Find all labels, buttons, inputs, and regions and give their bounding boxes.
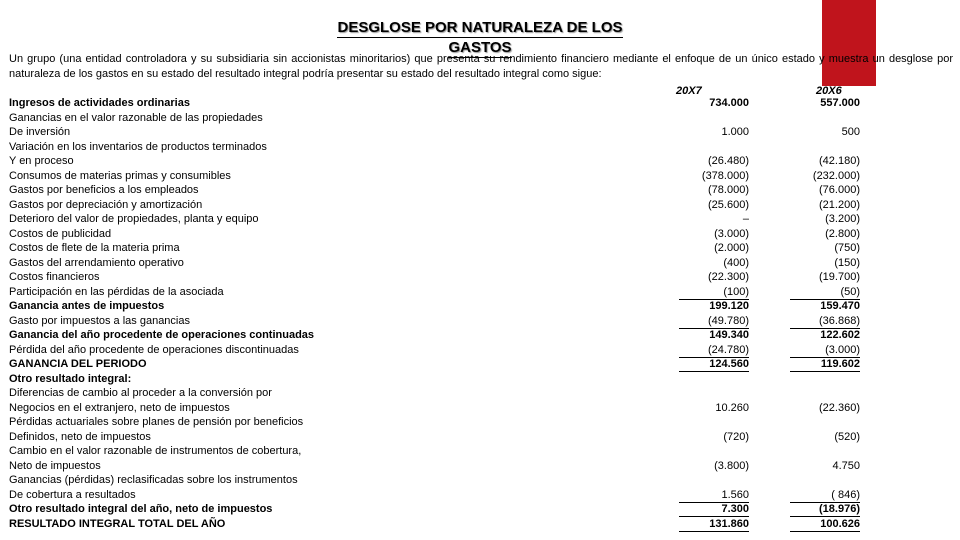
row-label: Costos de publicidad bbox=[9, 227, 112, 240]
table-row bbox=[0, 473, 960, 488]
table-row bbox=[0, 270, 960, 285]
row-label: Deterioro del valor de propiedades, planta y equipo bbox=[9, 213, 259, 225]
row-label: Gastos por depreciación y amortización bbox=[9, 198, 203, 211]
row-label: Cambio en el valor razonable de instrumentos de cobertura, bbox=[9, 445, 302, 457]
table-row bbox=[0, 256, 960, 271]
row-label: Otro resultado integral: bbox=[9, 372, 132, 385]
row-label: Pérdidas actuariales sobre planes de pensión por beneficios bbox=[9, 416, 304, 428]
row-label: Pérdida del año procedente de operaciones discontinuadas bbox=[9, 343, 299, 356]
row-label: Ingresos de actividades ordinarias bbox=[9, 97, 190, 109]
table-row bbox=[0, 343, 960, 358]
table-row bbox=[0, 299, 960, 314]
table-row bbox=[0, 328, 960, 343]
table-row bbox=[0, 140, 960, 155]
table-row bbox=[0, 198, 960, 213]
row-label: De cobertura a resultados bbox=[9, 488, 136, 501]
value-20x7: 734.000 bbox=[709, 97, 749, 109]
row-label: Ganancias (pérdidas) reclasificadas sobre los instrumentos bbox=[9, 474, 298, 486]
row-label: Consumos de materias primas y consumibles bbox=[9, 169, 231, 182]
table-row bbox=[0, 488, 960, 503]
value-20x7: (26.480) bbox=[708, 155, 749, 167]
value-20x7: (49.780) bbox=[679, 314, 749, 329]
row-label: Costos financieros bbox=[9, 271, 100, 283]
table-row bbox=[0, 96, 960, 111]
value-20x7: (720) bbox=[723, 430, 749, 443]
statement-table bbox=[0, 96, 960, 531]
table-row bbox=[0, 241, 960, 256]
value-20x6: 119.602 bbox=[790, 357, 860, 372]
value-20x7: (100) bbox=[679, 285, 749, 300]
row-label: RESULTADO INTEGRAL TOTAL DEL AÑO bbox=[9, 517, 226, 530]
value-20x6: (18.976) bbox=[790, 502, 860, 517]
table-row bbox=[0, 285, 960, 300]
value-20x7: 149.340 bbox=[709, 329, 749, 341]
value-20x7: 1.560 bbox=[679, 488, 749, 503]
table-row bbox=[0, 357, 960, 372]
value-20x6: (50) bbox=[790, 285, 860, 300]
table-row bbox=[0, 125, 960, 140]
row-label: Y en proceso bbox=[9, 155, 74, 167]
value-20x6: ( 846) bbox=[790, 488, 860, 503]
value-20x6: (19.700) bbox=[819, 271, 860, 283]
value-20x6: (150) bbox=[834, 256, 860, 269]
value-20x6: (3.000) bbox=[790, 343, 860, 358]
row-label: Diferencias de cambio al proceder a la conversión por bbox=[9, 387, 272, 399]
intro-paragraph: Un grupo (una entidad controladora y su subsidiaria sin accionistas minoritarios) que presenta su rendimiento financiero mediante el enfoque de un único estado y muestra un desglose por naturaleza de los gastos en su estado del resultado integral podría presentar su estado del resultado integral como sigue: bbox=[9, 53, 953, 80]
value-20x7: (78.000) bbox=[708, 184, 749, 196]
value-20x7: (378.000) bbox=[701, 169, 749, 182]
row-label: De inversión bbox=[9, 126, 71, 138]
page-title: DESGLOSE POR NATURALEZA DE LOS GASTOS bbox=[337, 19, 623, 56]
value-20x7: 7.300 bbox=[679, 502, 749, 517]
table-row bbox=[0, 415, 960, 430]
value-20x6: 557.000 bbox=[820, 97, 860, 109]
row-label: Gastos por beneficios a los empleados bbox=[9, 184, 199, 196]
value-20x7: (400) bbox=[723, 256, 749, 269]
row-label: Gasto por impuestos a las ganancias bbox=[9, 314, 190, 327]
value-20x6: 4.750 bbox=[832, 459, 860, 472]
table-row bbox=[0, 372, 960, 387]
row-label: Costos de flete de la materia prima bbox=[9, 242, 180, 254]
value-20x7: 199.120 bbox=[709, 300, 749, 312]
value-20x6: (2.800) bbox=[825, 227, 860, 240]
value-20x6: (750) bbox=[834, 242, 860, 254]
value-20x6: (76.000) bbox=[819, 184, 860, 196]
value-20x6: (21.200) bbox=[819, 198, 860, 211]
table-row bbox=[0, 517, 960, 532]
column-header-20x7: 20X7 bbox=[676, 85, 702, 97]
value-20x7: 1.000 bbox=[721, 126, 749, 138]
row-label: Otro resultado integral del año, neto de impuestos bbox=[9, 503, 273, 515]
value-20x7: 124.560 bbox=[679, 357, 749, 372]
table-row bbox=[0, 183, 960, 198]
value-20x6: 159.470 bbox=[820, 300, 860, 312]
value-20x6: (42.180) bbox=[819, 155, 860, 167]
table-row bbox=[0, 212, 960, 227]
table-row bbox=[0, 169, 960, 184]
row-label: Participación en las pérdidas de la asociada bbox=[9, 285, 224, 298]
value-20x7: (22.300) bbox=[708, 271, 749, 283]
value-20x7: (3.800) bbox=[714, 459, 749, 472]
value-20x6: 500 bbox=[841, 126, 860, 138]
table-row bbox=[0, 227, 960, 242]
row-label: Ganancia del año procedente de operaciones continuadas bbox=[9, 329, 315, 341]
value-20x7: (2.000) bbox=[714, 242, 749, 254]
value-20x6: (232.000) bbox=[812, 169, 860, 182]
table-row bbox=[0, 386, 960, 401]
value-20x7: – bbox=[742, 213, 749, 225]
row-label: Ganancia antes de impuestos bbox=[9, 300, 165, 312]
value-20x6: 100.626 bbox=[790, 517, 860, 532]
row-label: Ganancias en el valor razonable de las propiedades bbox=[9, 111, 263, 124]
value-20x6: (36.868) bbox=[790, 314, 860, 329]
table-row bbox=[0, 459, 960, 474]
value-20x6: (22.360) bbox=[819, 401, 860, 414]
value-20x6: (3.200) bbox=[825, 213, 860, 225]
column-header-20x6: 20X6 bbox=[816, 85, 842, 97]
table-row bbox=[0, 154, 960, 169]
table-row bbox=[0, 401, 960, 416]
value-20x7: (25.600) bbox=[708, 198, 749, 211]
table-row bbox=[0, 430, 960, 445]
row-label: Neto de impuestos bbox=[9, 459, 101, 472]
table-row bbox=[0, 444, 960, 459]
value-20x7: 131.860 bbox=[679, 517, 749, 532]
row-label: Variación en los inventarios de productos terminados bbox=[9, 140, 267, 153]
row-label: Gastos del arrendamiento operativo bbox=[9, 256, 184, 269]
value-20x7: (3.000) bbox=[714, 227, 749, 240]
row-label: Definidos, neto de impuestos bbox=[9, 430, 151, 443]
value-20x6: 122.602 bbox=[820, 329, 860, 341]
row-label: GANANCIA DEL PERIODO bbox=[9, 358, 147, 370]
table-row bbox=[0, 502, 960, 517]
value-20x6: (520) bbox=[834, 430, 860, 443]
row-label: Negocios en el extranjero, neto de impuestos bbox=[9, 401, 230, 414]
table-row bbox=[0, 314, 960, 329]
value-20x7: 10.260 bbox=[715, 401, 749, 414]
value-20x7: (24.780) bbox=[679, 343, 749, 358]
table-row bbox=[0, 111, 960, 126]
